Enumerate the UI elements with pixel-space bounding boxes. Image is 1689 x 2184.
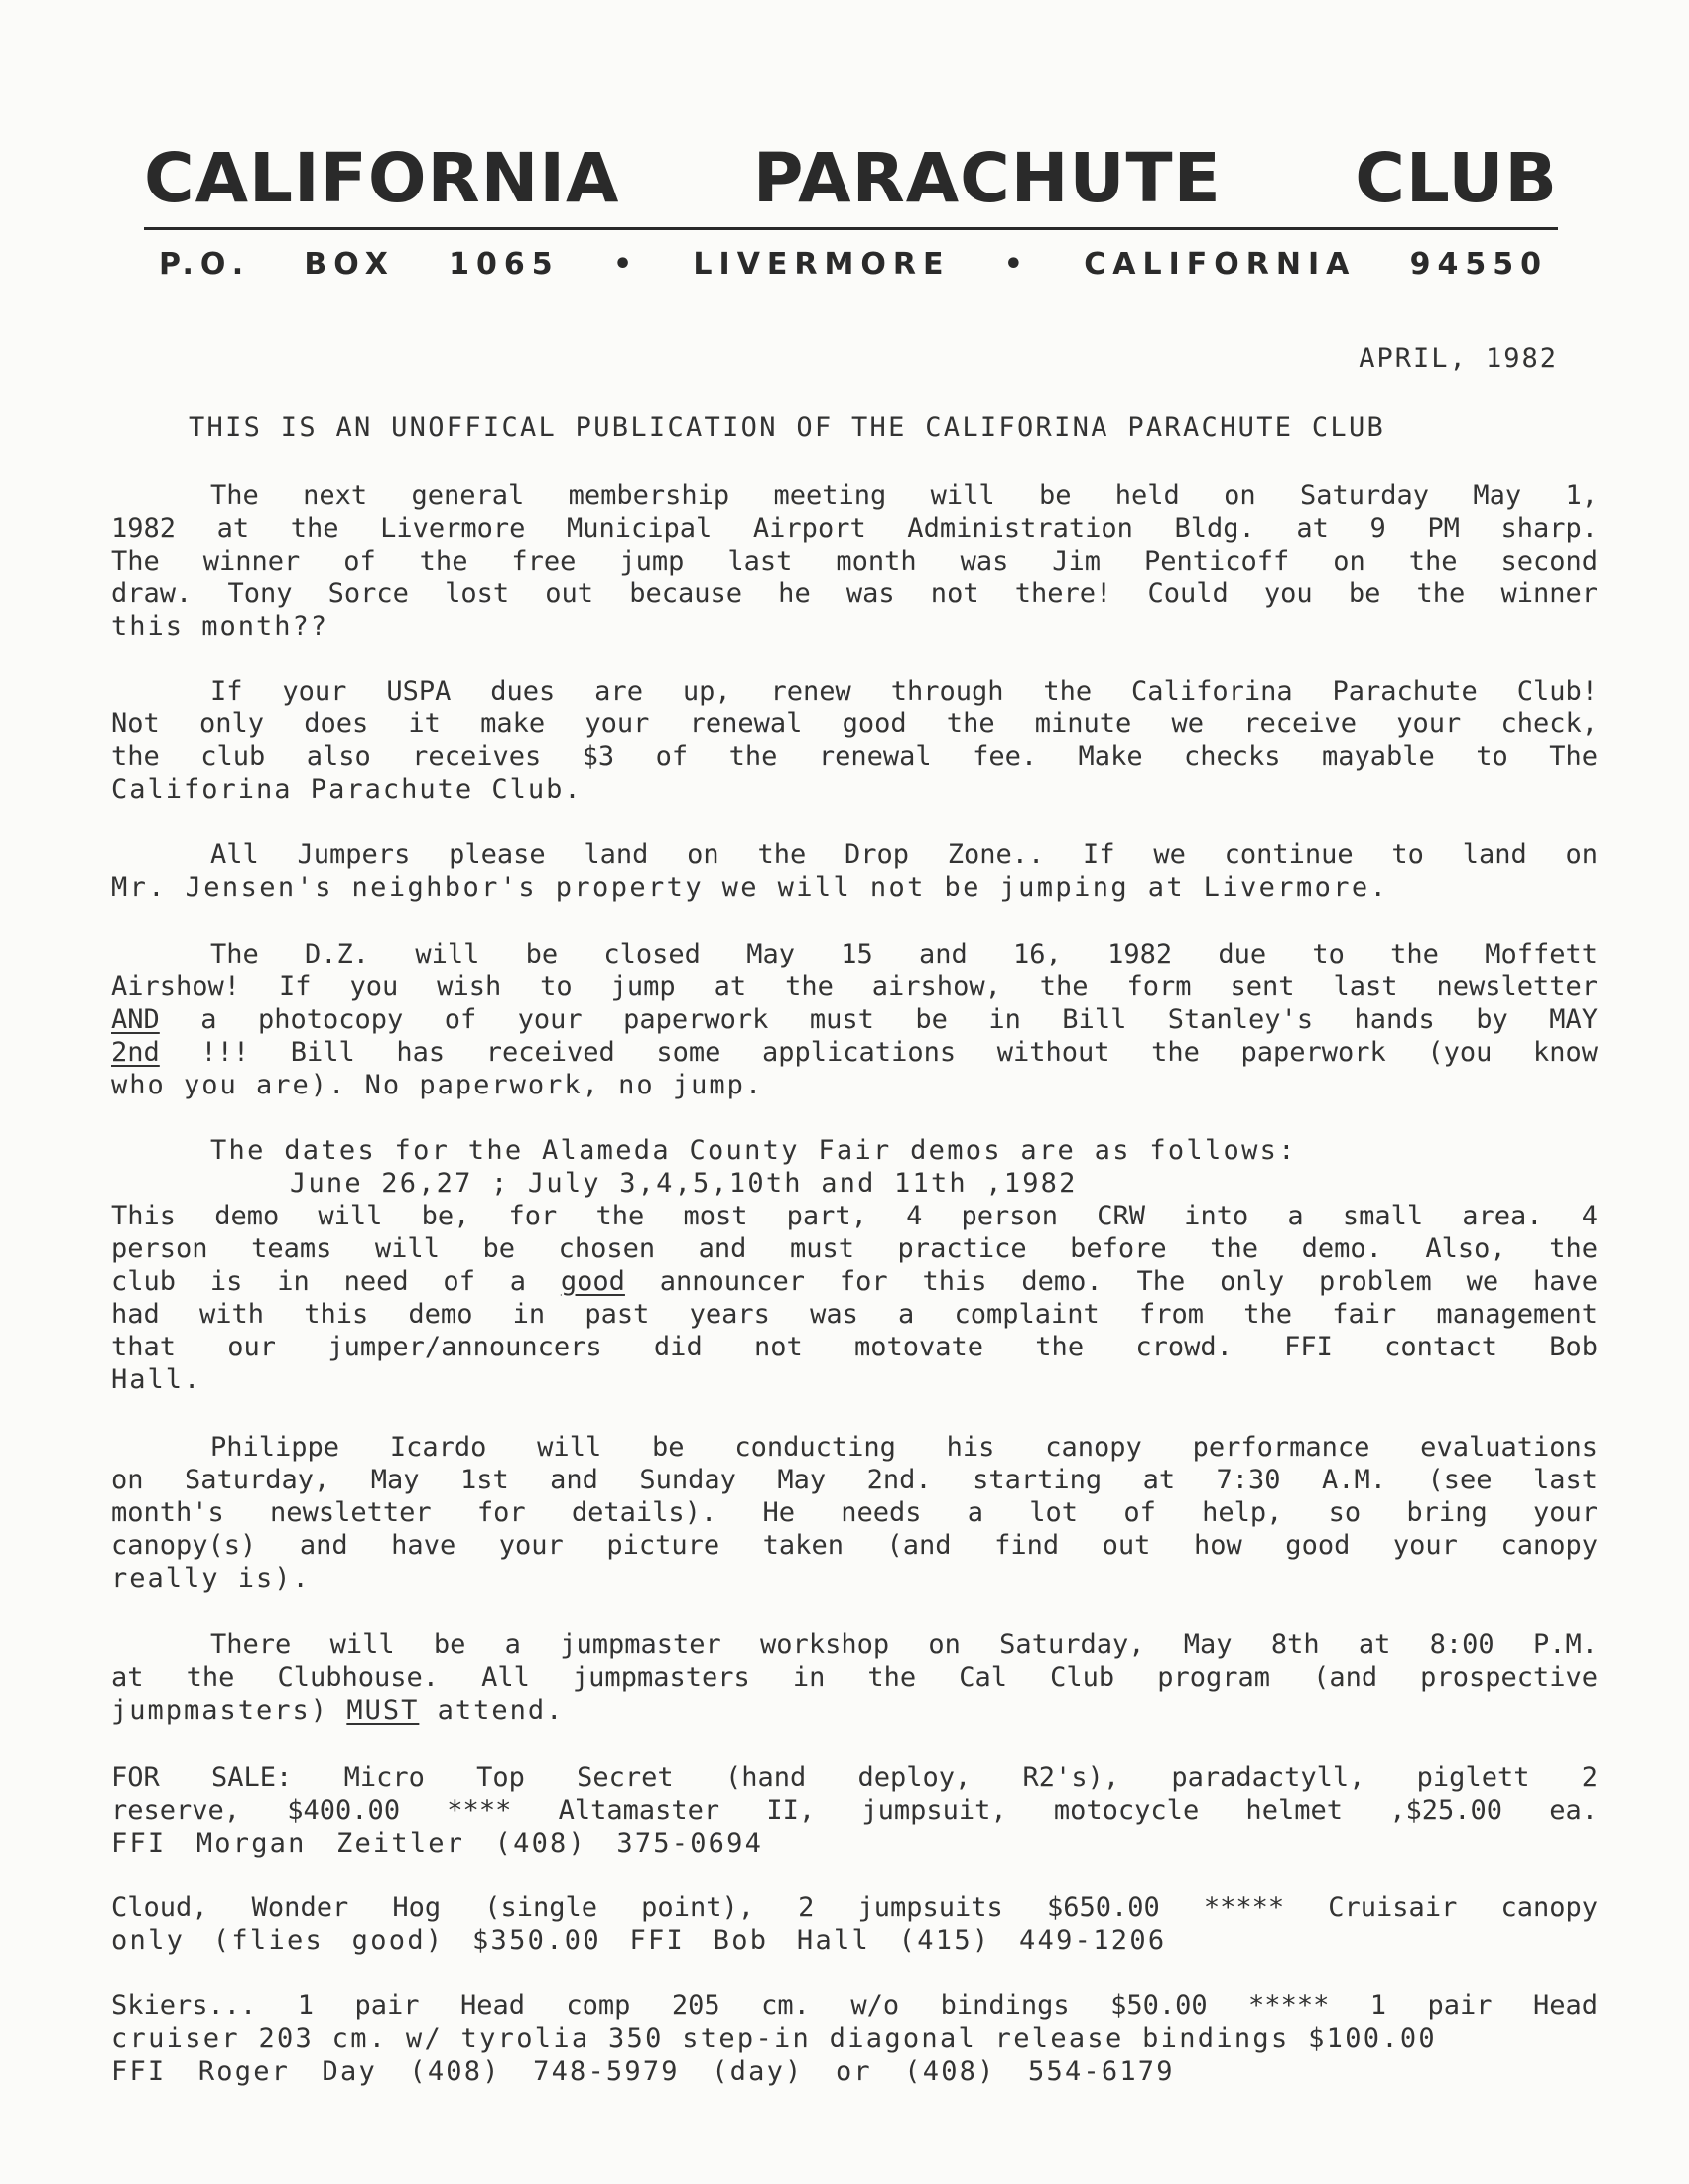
dues-paragraph-line: If your USPA dues are up, renew through the Califorina Parachute Club! [210,676,1598,707]
airshow-line-text: a photocopy of your paperwork must be in Bill Stanley's hands by MAY [159,1004,1598,1035]
for-sale-listing-line: Cloud, Wonder Hog (single point), 2 jumpsuits $650.00 ***** Cruisair canopy [111,1892,1598,1923]
emphasis-2nd: 2nd [111,1037,160,1068]
canopy-evaluation-paragraph-line: Philippe Icardo will be conducting his canopy performance evaluations [210,1432,1598,1463]
meeting-paragraph-line: 1982 at the Livermore Municipal Airport Administration Bldg. at 9 PM sharp. [111,513,1598,544]
publication-notice: THIS IS AN UNOFFICAL PUBLICATION OF THE CALIFORINA PARACHUTE CLUB [189,412,1386,443]
fair-demo-paragraph-line: Hall. [111,1364,202,1395]
for-sale-listing-line: FFI Roger Day (408) 748-5979 (day) or (408) 554-6179 [111,2056,1175,2087]
for-sale-listing-line: only (flies good) $350.00 FFI Bob Hall (415) 449-1206 [111,1925,1167,1956]
dues-paragraph-line: the club also receives $3 of the renewal fee. Make checks mayable to The [111,741,1598,772]
canopy-evaluation-paragraph-line: canopy(s) and have your picture taken (and find out how good your canopy [111,1530,1598,1561]
emphasis-must: MUST [346,1695,420,1726]
meeting-paragraph-line: The next general membership meeting will be held on Saturday May 1, [210,480,1598,511]
letterhead-divider [144,227,1558,230]
meeting-paragraph-line: draw. Tony Sorce lost out because he was not there! Could you be the winner [111,578,1598,609]
for-sale-listing-line: reserve, $400.00 **** Altamaster II, jumpsuit, motocycle helmet ,$25.00 ea. [111,1795,1598,1826]
club-address: P.O. BOX 1065 • LIVERMORE • CALIFORNIA 94550 [159,247,1548,282]
fair-demo-paragraph-line [111,1265,1598,1298]
meeting-paragraph-line: The winner of the free jump last month was Jim Penticoff on the second [111,546,1598,577]
dues-paragraph-line: Not only does it make your renewal good the minute we receive your check, [111,708,1598,739]
airshow-paragraph-line: Airshow! If you wish to jump at the airshow, the form sent last newsletter [111,971,1598,1002]
dues-paragraph-line: Califorina Parachute Club. [111,774,583,805]
issue-date: APRIL, 1982 [1359,343,1558,374]
airshow-paragraph-line: who you are). No paperwork, no jump. [111,1070,764,1100]
emphasis-and: AND [111,1004,160,1035]
jumpmaster-paragraph-line: at the Clubhouse. All jumpmasters in the Cal Club program (and prospective [111,1662,1598,1693]
airshow-paragraph-line [111,1003,1598,1036]
jumpmaster-line-text: jumpmasters) [111,1695,347,1726]
airshow-paragraph-line [111,1036,1598,1069]
jumpmaster-line-text: attend. [419,1695,565,1726]
emphasis-good: good [560,1266,625,1297]
club-name-heading: CALIFORNIA PARACHUTE CLUB [144,139,1558,218]
jumpmaster-paragraph-line: There will be a jumpmaster workshop on Saturday, May 8th at 8:00 P.M. [210,1629,1598,1660]
airshow-paragraph-line: The D.Z. will be closed May 15 and 16, 1982 due to the Moffett [210,939,1598,969]
for-sale-listing-line: FOR SALE: Micro Top Secret (hand deploy, R2's), paradactyll, piglett 2 [111,1762,1598,1793]
drop-zone-paragraph-line: All Jumpers please land on the Drop Zone.. If we continue to land on [210,839,1598,870]
for-sale-listing-line: FFI Morgan Zeitler (408) 375-0694 [111,1828,764,1859]
fair-demo-paragraph-line: that our jumper/announcers did not motovate the crowd. FFI contact Bob [111,1332,1598,1362]
airshow-line-text: !!! Bill has received some applications without the paperwork (you know [159,1037,1598,1068]
fair-demo-paragraph-line: The dates for the Alameda County Fair demos are as follows: [210,1135,1297,1166]
meeting-paragraph-line: this month?? [111,611,329,642]
fair-demo-dates: June 26,27 ; July 3,4,5,10th and 11th ,1982 [290,1168,1078,1199]
fair-demo-paragraph-line: person teams will be chosen and must practice before the demo. Also, the [111,1233,1598,1264]
fair-demo-line-text: club is in need of a [111,1266,561,1297]
canopy-evaluation-paragraph-line: month's newsletter for details). He needs a lot of help, so bring your [111,1497,1598,1528]
canopy-evaluation-paragraph-line: on Saturday, May 1st and Sunday May 2nd. starting at 7:30 A.M. (see last [111,1465,1598,1495]
drop-zone-paragraph-line: Mr. Jensen's neighbor's property we will not be jumping at Livermore. [111,872,1389,903]
fair-demo-paragraph-line: had with this demo in past years was a complaint from the fair management [111,1299,1598,1330]
for-sale-listing-line: Skiers... 1 pair Head comp 205 cm. w/o bindings $50.00 ***** 1 pair Head [111,1991,1598,2021]
canopy-evaluation-paragraph-line: really is). [111,1563,311,1594]
fair-demo-line-text: announcer for this demo. The only problem we have [624,1266,1598,1297]
for-sale-listing-line: cruiser 203 cm. w/ tyrolia 350 step-in diagonal release bindings $100.00 [111,2023,1437,2054]
fair-demo-paragraph-line: This demo will be, for the most part, 4 person CRW into a small area. 4 [111,1201,1598,1231]
jumpmaster-paragraph-line [111,1694,564,1727]
